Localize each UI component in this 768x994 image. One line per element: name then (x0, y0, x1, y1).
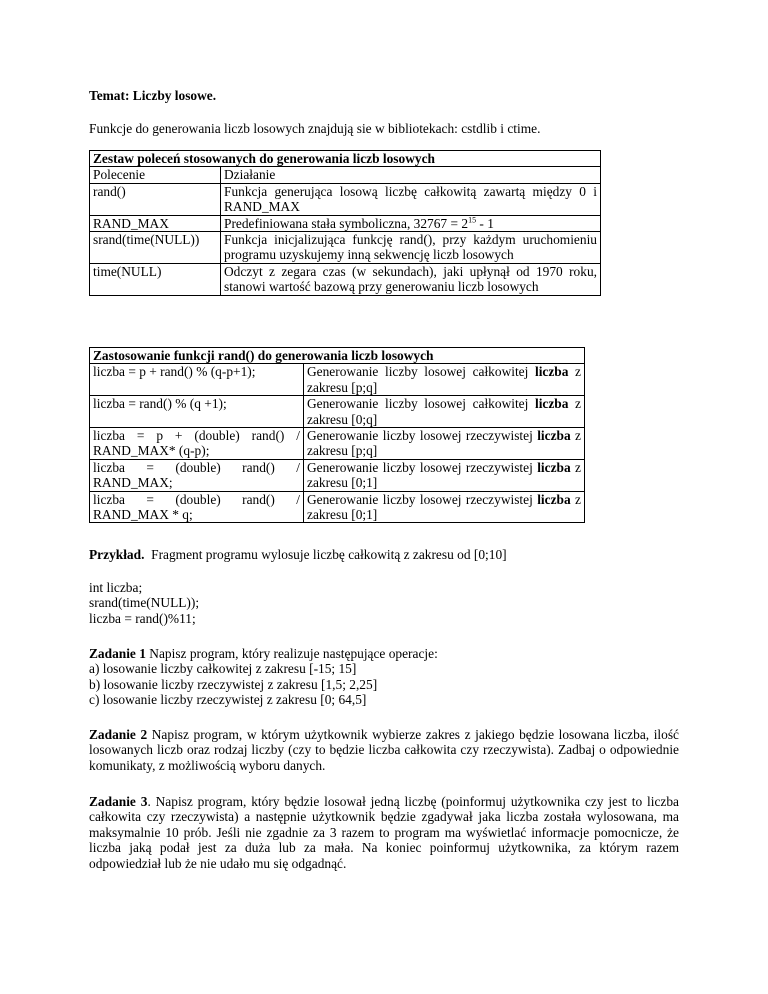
code-cell: liczba = (double) rand() / RAND_MAX; (90, 459, 304, 491)
command-cell: rand() (90, 183, 221, 215)
table-row (90, 491, 585, 523)
list-item: c) losowanie liczby rzeczywistej z zakresu [0; 64,5] (89, 692, 367, 708)
intro-paragraph: Funkcje do generowania liczb losowych znajdują sie w bibliotekach: cstdlib i ctime. (89, 121, 541, 136)
example-paragraph (89, 547, 507, 562)
page-title (89, 88, 216, 103)
task-2 (89, 727, 679, 773)
description-cell: Funkcja inicjalizująca funkcję rand(), przy każdym uruchomieniu programu uzyskujemy inną sekwencję liczb losowych (221, 232, 601, 264)
table-row (90, 215, 601, 231)
task-1-text: Napisz program, który realizuje następujące operacje: (145, 646, 438, 661)
table-row (90, 459, 585, 491)
task-2-label: Zadanie 2 (89, 727, 148, 742)
title-label: Temat: (89, 88, 130, 103)
list-item: b) losowanie liczby rzeczywistej z zakresu [1,5; 2,25] (89, 676, 378, 692)
description-cell: Generowanie liczby losowej całkowitej liczba z zakresu [0;q] (304, 396, 585, 428)
task-1-label: Zadanie 1 (89, 646, 146, 661)
commands-header-command: Polecenie (90, 167, 221, 183)
code-cell: liczba = p + (double) rand() / RAND_MAX* (q-p); (90, 428, 304, 460)
code-line: int liczba; (89, 580, 143, 595)
command-cell: RAND_MAX (90, 215, 221, 231)
commands-header-action: Działanie (221, 167, 601, 183)
task-2-text: Napisz program, w którym użytkownik wybierze zakres z jakiego będzie losowana liczba, ilość losowanych liczb oraz rodzaj liczby (czy to będzie liczba całkowita czy rzeczywista). Zadbaj o odpowiednie komunikaty, z możliwością wyboru danych. (89, 727, 679, 773)
code-snippet (89, 580, 199, 626)
table-row (90, 364, 585, 396)
description-cell: Odczyt z zegara czas (w sekundach), jaki upłynął od 1970 roku, stanowi wartość bazową przy generowaniu liczb losowych (221, 263, 601, 295)
list-item: a) losowanie liczby całkowitej z zakresu [-15; 15] (89, 661, 357, 677)
rand-usage-table (89, 347, 585, 523)
table-row (90, 396, 585, 428)
description-cell: Funkcja generująca losową liczbę całkowitą zawartą między 0 i RAND_MAX (221, 183, 601, 215)
table-row (90, 183, 601, 215)
task-3 (89, 794, 679, 871)
code-cell: liczba = p + rand() % (q-p+1); (90, 364, 304, 396)
command-cell: time(NULL) (90, 263, 221, 295)
code-cell: liczba = (double) rand() / RAND_MAX * q; (90, 491, 304, 523)
title-text: Liczby losowe. (132, 88, 217, 103)
task-1 (89, 646, 438, 708)
code-line: liczba = rand()%11; (89, 610, 196, 626)
description-cell: Generowanie liczby losowej rzeczywistej liczba z zakresu [0;1] (304, 459, 585, 491)
task-3-text: . Napisz program, który będzie losował jedną liczbę (poinformuj użytkownika czy jest to liczba całkowita czy rzeczywista) a następnie użytkownik będzie zgadywał jaka liczba została wylosowana, ma maksymalnie 10 prób. Jeśli nie zgadnie za 3 razem to program ma wyświetlać informacje pomocnicze, że liczba jaką podał jest za duża lub za mała. Na koniec poinformuj użytkownika, za którym razem odpowiedział lub że nie udało mu się odgadnąć. (89, 794, 679, 871)
description-cell: Predefiniowana stała symboliczna, $32767 = 2^{15} - 1$ (221, 215, 601, 231)
code-line: srand(time(NULL)); (89, 595, 200, 611)
description-cell: Generowanie liczby losowej całkowitej liczba z zakresu [p;q] (304, 364, 585, 396)
rand-usage-table-caption: Zastosowanie funkcji rand() do generowania liczb losowych (90, 348, 585, 364)
description-cell: Generowanie liczby losowej rzeczywistej liczba z zakresu [0;1] (304, 491, 585, 523)
table-row (90, 428, 585, 460)
code-cell: liczba = rand() % (q +1); (90, 396, 304, 428)
commands-table (89, 150, 601, 296)
table-row (90, 232, 601, 264)
example-label: Przykład. (89, 547, 145, 562)
commands-table-caption: Zestaw poleceń stosowanych do generowania liczb losowych (90, 151, 601, 167)
example-text: Fragment programu wylosuje liczbę całkowitą z zakresu od [0;10] (144, 547, 507, 562)
description-cell: Generowanie liczby losowej rzeczywistej liczba z zakresu [p;q] (304, 428, 585, 460)
command-cell: srand(time(NULL)) (90, 232, 221, 264)
task-3-label: Zadanie 3 (89, 794, 148, 809)
table-row (90, 263, 601, 295)
